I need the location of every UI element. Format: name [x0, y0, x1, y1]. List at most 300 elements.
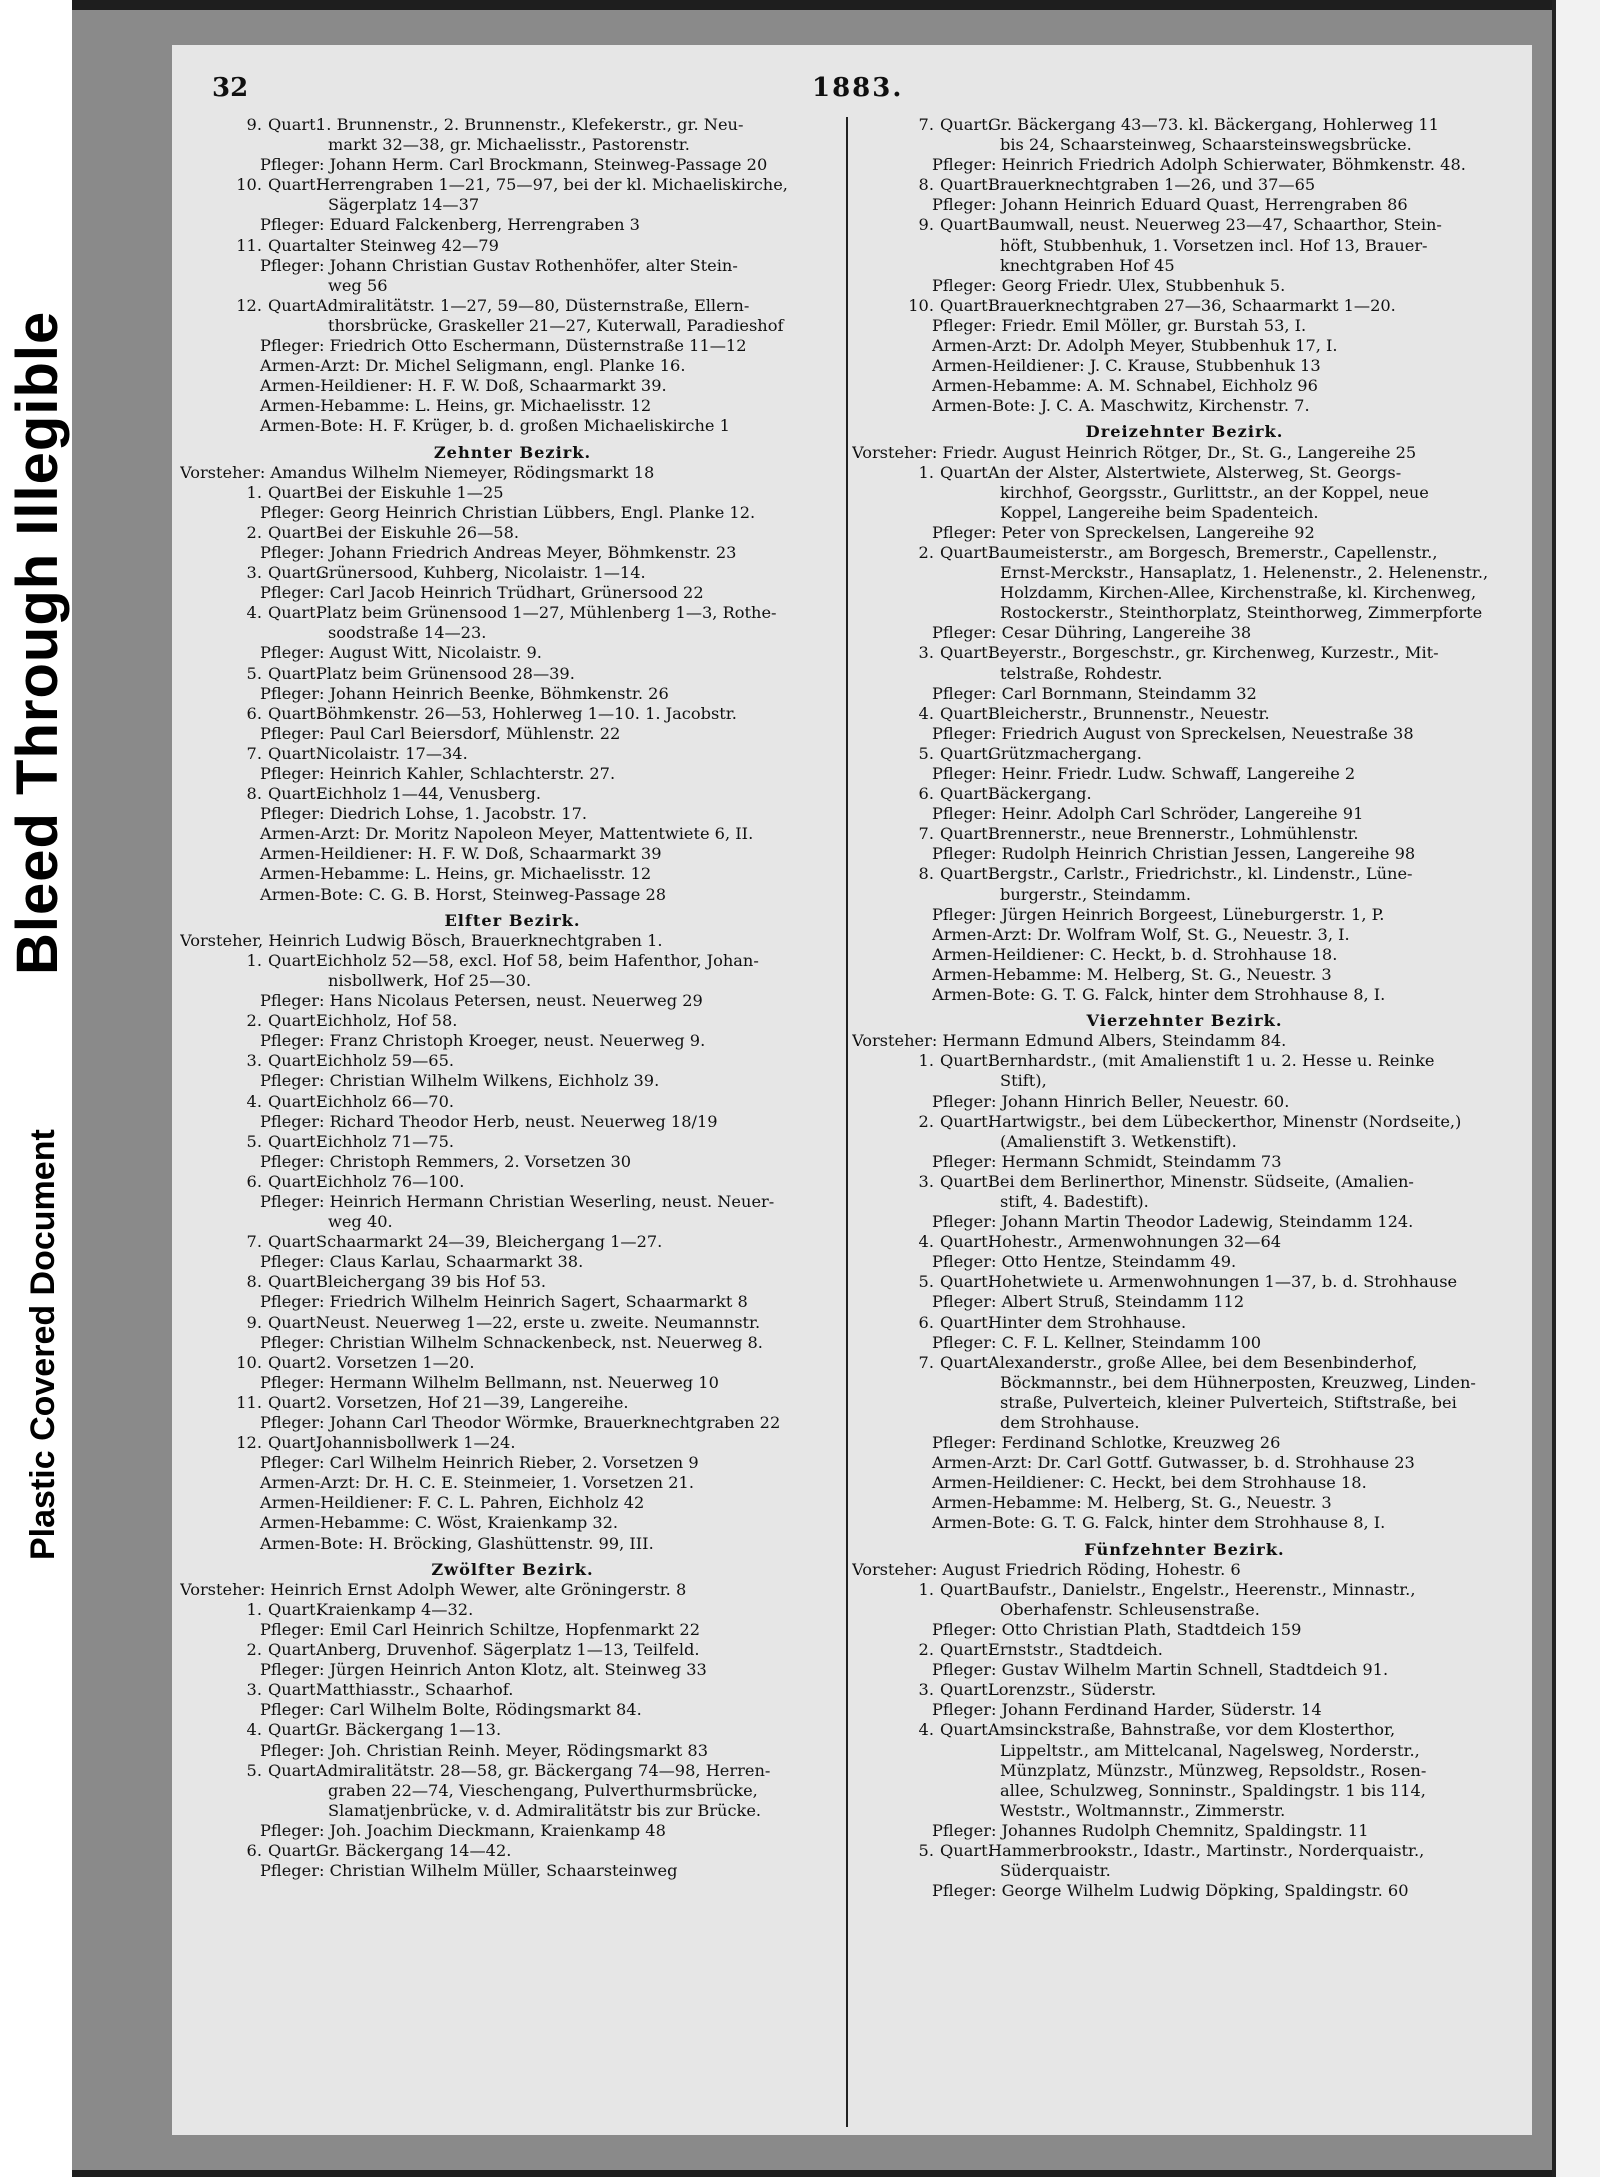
official-line — [180, 215, 845, 235]
left-margin-strip — [0, 0, 72, 2177]
continuation-line: stift, 4. Badestift). — [1000, 1191, 1149, 1211]
official-line — [180, 1453, 845, 1473]
official-line — [180, 1513, 845, 1533]
quarter-line — [852, 1232, 1517, 1252]
official-name: Friedrich Otto Eschermann, Düsternstraße 11—12 — [329, 336, 747, 356]
quarter-line — [852, 643, 1517, 663]
continuation-line: kirchhof, Georgsstr., Gurlittstr., an der Koppel, neue — [1000, 482, 1429, 502]
quarter-line — [180, 1841, 845, 1861]
official-role: Pfleger: — [260, 1700, 325, 1720]
quarter-streets: Baumeisterstr., am Borgesch, Bremerstr., Capellenstr., — [988, 542, 1438, 562]
quarter-line — [180, 483, 845, 503]
quarter-label: Quart. — [940, 643, 993, 663]
quarter-line — [180, 175, 845, 195]
quarter-number: 9. — [246, 115, 262, 134]
quarter-number: 8. — [246, 784, 262, 804]
quarter-number: 6. — [918, 1312, 934, 1332]
official-name: Dr. Michel Seligmann, engl. Planke 16. — [365, 356, 686, 376]
official-role: Pfleger: — [260, 1453, 325, 1473]
official-role: Armen-Heildiener: — [932, 944, 1085, 964]
official-line — [852, 1513, 1517, 1533]
quarter-label: Quart. — [940, 115, 993, 134]
quarter-line — [180, 1051, 845, 1071]
continuation-line: allee, Schulzweg, Sonninstr., Spaldingstr. 1 bis 114, — [1000, 1780, 1426, 1800]
quarter-number: 6. — [246, 1840, 262, 1860]
continuation-line: Süderquaistr. — [1000, 1861, 1111, 1881]
quarter-label: Quart. — [268, 235, 321, 255]
official-name: Christoph Remmers, 2. Vorsetzen 30 — [329, 1151, 632, 1171]
quarter-streets: Alexanderstr., große Allee, bei dem Besenbinderhof, — [988, 1352, 1418, 1372]
continuation-line: straße, Pulverteich, kleiner Pulverteich, Stiftstraße, bei — [1000, 1392, 1457, 1412]
quarter-label: Quart. — [940, 864, 993, 884]
quarter-line — [852, 215, 1517, 235]
quarter-number: 4. — [246, 1091, 262, 1111]
official-name: Johann Heinrich Eduard Quast, Herrengraben 86 — [1001, 195, 1408, 215]
official-line — [180, 1192, 845, 1212]
quarter-number: 2. — [246, 522, 262, 542]
quarter-label: Quart. — [940, 1111, 993, 1131]
official-name: Friedr. Emil Möller, gr. Burstah 53, I. — [1001, 315, 1307, 335]
continuation-line: dem Strohhause. — [1000, 1413, 1140, 1432]
quarter-label: Quart. — [268, 784, 321, 804]
quarter-label: Quart. — [940, 824, 993, 844]
quarter-streets: Eichholz 52—58, excl. Hof 58, beim Hafenthor, Johan- — [316, 950, 759, 970]
official-line — [852, 316, 1517, 336]
quarter-streets: Bleichergang 39 bis Hof 53. — [316, 1272, 547, 1292]
vorsteher-line: Vorsteher: Amandus Wilhelm Niemeyer, Rödingsmarkt 18 — [180, 462, 655, 482]
quarter-line — [852, 744, 1517, 764]
district-title: Elfter Bezirk. — [444, 910, 581, 930]
quarter-line — [180, 1232, 845, 1252]
quarter-number: 4. — [918, 703, 934, 723]
quarter-streets: Beyerstr., Borgeschstr., gr. Kirchenweg, Kurzestr., Mit- — [988, 643, 1439, 663]
quarter-label: Quart. — [268, 1051, 321, 1071]
official-role: Pfleger: — [260, 1619, 325, 1639]
official-line — [180, 1741, 845, 1761]
quarter-number: 8. — [918, 175, 934, 195]
official-line — [180, 864, 845, 884]
quarter-number: 3. — [918, 1171, 934, 1191]
quarter-streets: Hohestr., Armenwohnungen 32—64 — [988, 1232, 1282, 1252]
official-role: Pfleger: — [260, 1071, 325, 1091]
official-line — [180, 1660, 845, 1680]
official-name: Rudolph Heinrich Christian Jessen, Langereihe 98 — [1001, 844, 1416, 864]
district-title: Dreizehnter Bezirk. — [1085, 422, 1284, 442]
official-line — [180, 824, 845, 844]
quarter-line — [180, 664, 845, 684]
continuation-line: Sägerplatz 14—37 — [328, 195, 480, 215]
quarter-number: 4. — [246, 1720, 262, 1740]
quarter-number: 2. — [246, 1640, 262, 1660]
official-role: Armen-Heildiener: — [260, 376, 413, 396]
quarter-number: 5. — [918, 1840, 934, 1860]
quarter-line — [852, 1680, 1517, 1700]
quarter-streets: Admiralitätstr. 28—58, gr. Bäckergang 74—98, Herren- — [316, 1760, 771, 1780]
official-role: Armen-Heildiener: — [932, 1473, 1085, 1493]
quarter-label: Quart. — [268, 743, 321, 763]
quarter-number: 4. — [246, 603, 262, 623]
official-line — [180, 1534, 845, 1554]
official-name: Heinrich Kahler, Schlachterstr. 27. — [329, 764, 616, 783]
quarter-number: 7. — [246, 743, 262, 763]
official-role: Pfleger: — [260, 1332, 325, 1352]
quarter-label: Quart. — [268, 522, 321, 542]
official-line — [180, 1620, 845, 1640]
quarter-line — [180, 704, 845, 724]
official-role: Pfleger: — [932, 1700, 997, 1720]
quarter-streets: Brauerknechtgraben 27—36, Schaarmarkt 1—20. — [988, 295, 1396, 315]
official-line — [180, 416, 845, 436]
official-name: Joh. Christian Reinh. Meyer, Rödingsmarkt 83 — [329, 1740, 709, 1760]
official-name: J. C. A. Maschwitz, Kirchenstr. 7. — [1040, 396, 1310, 416]
official-line — [180, 1821, 845, 1841]
official-role: Pfleger: — [260, 991, 325, 1011]
official-role: Armen-Heildiener: — [932, 356, 1085, 376]
quarter-streets: 1. Brunnenstr., 2. Brunnenstr., Klefekerstr., gr. Neu- — [316, 115, 744, 134]
quarter-streets: Baumwall, neust. Neuerweg 23—47, Schaarthor, Stein- — [988, 215, 1442, 235]
official-line — [180, 583, 845, 603]
quarter-streets: Hammerbrookstr., Idastr., Martinstr., Norderquaistr., — [988, 1840, 1425, 1860]
continuation-line: telstraße, Rohdestr. — [1000, 663, 1163, 683]
official-name: Carl Wilhelm Bolte, Rödingsmarkt 84. — [329, 1700, 642, 1720]
quarter-streets: Platz beim Grünensood 28—39. — [316, 663, 575, 683]
official-line — [180, 1292, 845, 1312]
vorsteher-line: Vorsteher: August Friedrich Röding, Hohestr. 6 — [852, 1559, 1241, 1579]
quarter-streets: Grützmachergang. — [988, 743, 1142, 763]
quarter-line — [180, 1353, 845, 1373]
quarter-number: 5. — [246, 1131, 262, 1151]
official-line — [180, 1373, 845, 1393]
quarter-label: Quart. — [268, 703, 321, 723]
quarter-number: 5. — [246, 663, 262, 683]
quarter-streets: Herrengraben 1—21, 75—97, bei der kl. Michaeliskirche, — [316, 175, 788, 195]
official-name: Dr. Moritz Napoleon Meyer, Mattentwiete 6, II. — [365, 824, 754, 844]
official-name: Heinr. Friedr. Ludw. Schwaff, Langereihe 2 — [1001, 764, 1356, 783]
official-name: Richard Theodor Herb, neust. Neuerweg 18/19 — [329, 1111, 718, 1131]
quarter-number: 4. — [918, 1720, 934, 1740]
official-line — [852, 844, 1517, 864]
quarter-label: Quart. — [940, 215, 993, 235]
quarter-line — [852, 784, 1517, 804]
official-role: Pfleger: — [932, 1292, 997, 1312]
quarter-number: 1. — [246, 950, 262, 970]
official-name: Carl Jacob Heinrich Trüdhart, Grünersood 22 — [329, 583, 704, 603]
official-role: Pfleger: — [260, 764, 325, 783]
official-role: Pfleger: — [260, 542, 325, 562]
official-role: Pfleger: — [932, 1820, 997, 1840]
official-role: Armen-Arzt: — [932, 336, 1033, 356]
quarter-number: 1. — [918, 462, 934, 482]
quarter-label: Quart. — [940, 462, 993, 482]
official-line — [852, 376, 1517, 396]
quarter-number: 1. — [246, 1599, 262, 1619]
official-name: Heinrich Hermann Christian Weserling, neust. Neuer- — [329, 1191, 775, 1211]
official-role: Armen-Bote: — [260, 884, 364, 904]
official-name: Dr. Wolfram Wolf, St. G., Neuestr. 3, I. — [1037, 924, 1350, 944]
quarter-label: Quart. — [940, 542, 993, 562]
official-name: August Witt, Nicolaistr. 9. — [329, 643, 542, 663]
quarter-line — [180, 1272, 845, 1292]
quarter-label: Quart. — [268, 1171, 321, 1191]
district-title: Fünfzehnter Bezirk. — [1084, 1539, 1285, 1559]
official-name: Johann Ferdinand Harder, Süderstr. 14 — [1001, 1700, 1322, 1720]
official-name: Johann Friedrich Andreas Meyer, Böhmkenstr. 23 — [329, 542, 737, 562]
official-name: Johann Carl Theodor Wörmke, Brauerknechtgraben 22 — [329, 1413, 781, 1432]
continuation-line: Rostockerstr., Steinthorplatz, Steinthorweg, Zimmerpforte — [1000, 603, 1483, 623]
quarter-label: Quart. — [268, 603, 321, 623]
official-line — [852, 1660, 1517, 1680]
quarter-streets: Bergstr., Carlstr., Friedrichstr., kl. Lindenstr., Lüne- — [988, 864, 1413, 884]
official-line — [852, 1493, 1517, 1513]
official-role: Pfleger: — [932, 844, 997, 864]
official-name: Hans Nicolaus Petersen, neust. Neuerweg 29 — [329, 991, 703, 1011]
official-role: Pfleger: — [260, 1191, 325, 1211]
official-name: Paul Carl Beiersdorf, Mühlenstr. 22 — [329, 723, 621, 743]
quarter-number: 2. — [918, 1640, 934, 1660]
quarter-number: 8. — [918, 864, 934, 884]
column-divider — [846, 117, 848, 2127]
quarter-line — [852, 1272, 1517, 1292]
official-role: Pfleger: — [932, 1619, 997, 1639]
official-name: Ferdinand Schlotke, Kreuzweg 26 — [1001, 1433, 1281, 1453]
official-name: H. F. W. Doß, Schaarmarkt 39 — [417, 844, 662, 864]
district-title: Vierzehnter Bezirk. — [1086, 1011, 1283, 1031]
quarter-number: 12. — [236, 1433, 262, 1453]
quarter-streets: Bei der Eiskuhle 1—25 — [316, 482, 504, 502]
quarter-label: Quart. — [940, 1352, 993, 1372]
quarter-label: Quart. — [268, 1352, 321, 1372]
quarter-label: Quart. — [268, 1312, 321, 1332]
official-role: Armen-Hebamme: — [260, 396, 410, 416]
quarter-label: Quart. — [268, 1392, 321, 1412]
quarter-line — [180, 1720, 845, 1740]
quarter-label: Quart. — [940, 1680, 993, 1700]
continuation-line: graben 22—74, Vieschengang, Pulverthurmsbrücke, — [328, 1780, 758, 1800]
official-line — [852, 155, 1517, 175]
quarter-line — [180, 1313, 845, 1333]
quarter-streets: Bei der Eiskuhle 26—58. — [316, 522, 520, 542]
quarter-line — [180, 115, 845, 135]
official-name: Emil Carl Heinrich Schiltze, Hopfenmarkt 22 — [329, 1619, 701, 1639]
official-role: Armen-Hebamme: — [932, 964, 1082, 984]
quarter-line — [180, 1761, 845, 1781]
quarter-line — [180, 1680, 845, 1700]
official-line — [852, 985, 1517, 1005]
official-name: Dr. Adolph Meyer, Stubbenhuk 17, I. — [1037, 336, 1338, 356]
quarter-line — [852, 1720, 1517, 1740]
quarter-streets: Bei dem Berlinerthor, Minenstr. Südseite, (Amalien- — [988, 1171, 1414, 1191]
quarter-number: 10. — [908, 295, 934, 315]
official-role: Pfleger: — [260, 1820, 325, 1840]
official-role: Pfleger: — [932, 1881, 997, 1901]
official-name: Diedrich Lohse, 1. Jacobstr. 17. — [329, 804, 588, 824]
continuation-line: Weststr., Woltmannstr., Zimmerstr. — [1000, 1800, 1286, 1820]
quarter-label: Quart. — [268, 482, 321, 502]
official-role: Armen-Arzt: — [260, 1473, 361, 1493]
official-name: Johann Christian Gustav Rothenhöfer, alter Stein- — [329, 255, 738, 275]
quarter-streets: Baufstr., Danielstr., Engelstr., Heerenstr., Minnastr., — [988, 1579, 1416, 1599]
quarter-number: 10. — [236, 1352, 262, 1372]
quarter-number: 7. — [918, 115, 934, 134]
quarter-number: 4. — [918, 1232, 934, 1252]
official-role: Pfleger: — [260, 155, 325, 175]
official-role: Armen-Heildiener: — [260, 1493, 413, 1513]
official-role: Armen-Arzt: — [260, 356, 361, 376]
quarter-line — [852, 1051, 1517, 1071]
official-line — [852, 965, 1517, 985]
quarter-label: Quart. — [268, 175, 321, 195]
quarter-number: 9. — [246, 1312, 262, 1332]
continuation-line: Münzplatz, Münzstr., Münzweg, Repsoldstr., Rosen- — [1000, 1760, 1427, 1780]
quarter-number: 7. — [246, 1232, 262, 1252]
official-line — [180, 1700, 845, 1720]
official-role: Pfleger: — [932, 1091, 997, 1111]
continuation-line: Böckmannstr., bei dem Hühnerposten, Kreuzweg, Linden- — [1000, 1372, 1476, 1392]
quarter-label: Quart. — [940, 1840, 993, 1860]
quarter-number: 9. — [918, 215, 934, 235]
quarter-label: Quart. — [268, 1840, 321, 1860]
quarter-line — [180, 1640, 845, 1660]
official-role: Pfleger: — [932, 623, 997, 643]
quarter-streets: An der Alster, Alstertwiete, Alsterweg, St. Georgs- — [988, 462, 1402, 482]
quarter-line — [852, 1172, 1517, 1192]
official-line — [852, 1881, 1517, 1901]
official-role: Pfleger: — [932, 1660, 997, 1680]
official-role: Pfleger: — [260, 1151, 325, 1171]
quarter-number: 2. — [918, 542, 934, 562]
official-name: Carl Wilhelm Heinrich Rieber, 2. Vorsetzen 9 — [329, 1453, 699, 1473]
official-name: Albert Struß, Steindamm 112 — [1001, 1292, 1245, 1312]
official-name: Jürgen Heinrich Borgeest, Lüneburgerstr. 1, P. — [1001, 904, 1385, 924]
quarter-streets: Hohetwiete u. Armenwohnungen 1—37, b. d. Strohhause — [988, 1272, 1458, 1292]
official-line — [852, 195, 1517, 215]
official-role: Armen-Bote: — [260, 1533, 364, 1553]
quarter-streets: Kraienkamp 4—32. — [316, 1599, 474, 1619]
quarter-streets: Eichholz 1—44, Venusberg. — [316, 784, 542, 804]
official-name: Friedrich Wilhelm Heinrich Sagert, Schaarmarkt 8 — [329, 1292, 748, 1312]
official-role: Pfleger: — [932, 315, 997, 335]
continuation-line: bis 24, Schaarsteinweg, Schaarsteinswegsbrücke. — [1000, 135, 1412, 155]
official-role: Pfleger: — [260, 1292, 325, 1312]
quarter-streets: Bäckergang. — [988, 784, 1092, 804]
quarter-line — [852, 1313, 1517, 1333]
quarter-number: 11. — [236, 1392, 262, 1412]
official-line — [180, 1861, 845, 1881]
official-line — [852, 804, 1517, 824]
continuation-line: weg 56 — [328, 275, 388, 295]
official-role: Pfleger: — [260, 1740, 325, 1760]
quarter-line — [180, 1600, 845, 1620]
quarter-streets: Brauerknechtgraben 1—26, und 37—65 — [988, 175, 1316, 195]
official-name: George Wilhelm Ludwig Döpking, Spaldingstr. 60 — [1001, 1881, 1409, 1901]
quarter-number: 2. — [918, 1111, 934, 1131]
official-name: Dr. Carl Gottf. Gutwasser, b. d. Strohhause 23 — [1037, 1453, 1415, 1473]
official-role: Pfleger: — [932, 1433, 997, 1453]
quarter-streets: Gr. Bäckergang 14—42. — [316, 1840, 512, 1860]
official-line — [180, 844, 845, 864]
quarter-label: Quart. — [940, 1720, 993, 1740]
quarter-line — [180, 1011, 845, 1031]
official-name: L. Heins, gr. Michaelisstr. 12 — [414, 396, 652, 416]
quarter-label: Quart. — [268, 663, 321, 683]
quarter-label: Quart. — [268, 1599, 321, 1619]
official-line — [852, 396, 1517, 416]
quarter-line — [852, 463, 1517, 483]
official-line — [852, 1152, 1517, 1172]
official-line — [852, 356, 1517, 376]
vorsteher-line: Vorsteher, Heinrich Ludwig Bösch, Brauerknechtgraben 1. — [180, 930, 663, 950]
right-column — [852, 115, 1517, 1901]
official-line — [180, 1112, 845, 1132]
quarter-label: Quart. — [268, 1760, 321, 1780]
official-role: Pfleger: — [260, 215, 325, 235]
official-name: Eduard Falckenberg, Herrengraben 3 — [329, 215, 640, 235]
official-line — [180, 724, 845, 744]
continuation-line: burgerstr., Steindamm. — [1000, 884, 1192, 904]
official-line — [852, 684, 1517, 704]
official-role: Pfleger: — [260, 502, 325, 522]
district-title: Zehnter Bezirk. — [433, 442, 592, 462]
quarter-streets: Gr. Bäckergang 43—73. kl. Bäckergang, Hohlerweg 11 — [988, 115, 1439, 134]
quarter-line — [852, 1841, 1517, 1861]
official-name: Georg Friedr. Ulex, Stubbenhuk 5. — [1001, 275, 1286, 295]
official-role: Pfleger: — [932, 1252, 997, 1272]
official-role: Pfleger: — [260, 1861, 325, 1881]
official-line — [852, 1700, 1517, 1720]
quarter-line — [180, 1092, 845, 1112]
quarter-line — [180, 1393, 845, 1413]
official-role: Pfleger: — [260, 804, 325, 824]
official-line — [852, 905, 1517, 925]
official-line — [180, 376, 845, 396]
quarter-label: Quart. — [268, 1272, 321, 1292]
quarter-line — [852, 1353, 1517, 1373]
quarter-number: 3. — [246, 563, 262, 583]
official-name: Hermann Schmidt, Steindamm 73 — [1001, 1151, 1282, 1171]
official-line — [180, 336, 845, 356]
quarter-streets: Ernststr., Stadtdeich. — [988, 1640, 1163, 1660]
quarter-streets: Admiralitätstr. 1—27, 59—80, Düsternstraße, Ellern- — [316, 295, 750, 315]
quarter-streets: Nicolaistr. 17—34. — [316, 743, 468, 763]
continuation-line: nisbollwerk, Hof 25—30. — [328, 970, 532, 990]
quarter-streets: Eichholz 76—100. — [316, 1171, 465, 1191]
quarter-number: 2. — [246, 1011, 262, 1031]
quarter-label: Quart. — [940, 1312, 993, 1332]
official-line — [852, 1292, 1517, 1312]
quarter-streets: Eichholz 59—65. — [316, 1051, 455, 1071]
official-role: Pfleger: — [932, 1212, 997, 1232]
quarter-streets: Böhmkenstr. 26—53, Hohlerweg 1—10. 1. Jacobstr. — [316, 703, 737, 723]
quarter-streets: Platz beim Grünensood 1—27, Mühlenberg 1—3, Rothe- — [316, 603, 777, 623]
official-role: Pfleger: — [932, 683, 997, 703]
quarter-line — [180, 523, 845, 543]
official-line — [852, 1212, 1517, 1232]
official-name: M. Helberg, St. G., Neuestr. 3 — [1086, 964, 1332, 984]
quarter-streets: Eichholz, Hof 58. — [316, 1011, 458, 1031]
official-role: Armen-Heildiener: — [260, 844, 413, 864]
official-name: Christian Wilhelm Schnackenbeck, nst. Neuerweg 8. — [329, 1332, 763, 1352]
official-line — [180, 1413, 845, 1433]
continuation-line: höft, Stubbenhuk, 1. Vorsetzen incl. Hof 13, Brauer- — [1000, 235, 1428, 255]
official-line — [180, 543, 845, 563]
quarter-streets: Eichholz 66—70. — [316, 1091, 455, 1111]
official-name: C. Heckt, bei dem Strohhause 18. — [1089, 1473, 1367, 1493]
official-name: Carl Bornmann, Steindamm 32 — [1001, 683, 1257, 703]
official-role: Armen-Arzt: — [932, 1453, 1033, 1473]
quarter-label: Quart.: — [268, 563, 327, 583]
official-name: H. Bröcking, Glashüttenstr. 99, III. — [368, 1533, 654, 1553]
official-role: Armen-Hebamme: — [932, 1493, 1082, 1513]
